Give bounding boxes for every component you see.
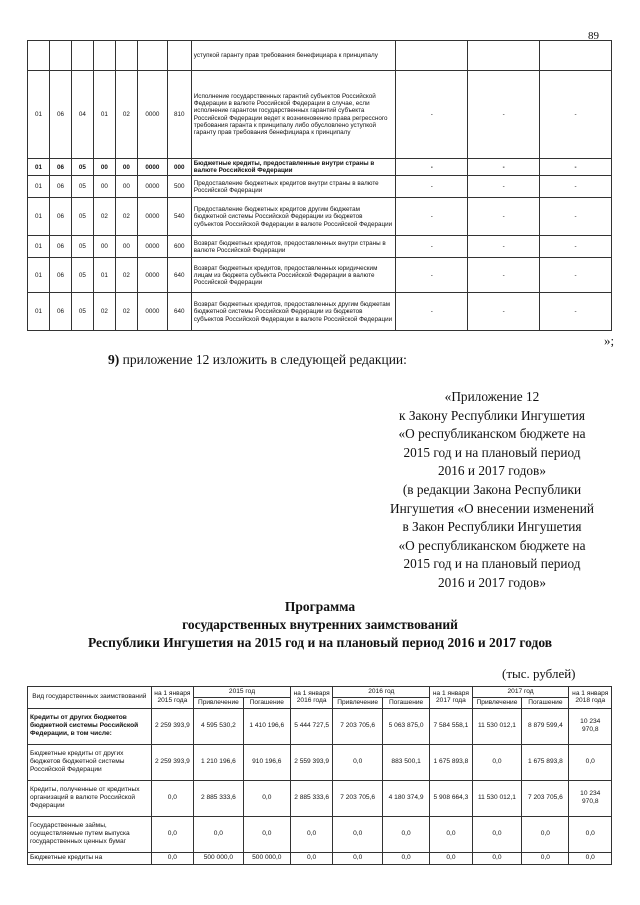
header-year2017: 2017 год: [472, 687, 569, 698]
header-attract: Привлечение: [472, 697, 522, 708]
annex-line: «О республиканском бюджете на: [398, 426, 586, 442]
title-line: Программа: [284, 599, 356, 614]
cell-c1: 01: [28, 159, 50, 176]
cell-value: 883 500,1: [382, 744, 429, 780]
program-title: [20, 598, 620, 652]
table-row: [28, 71, 612, 159]
annex-line: (в редакции Закона Республики: [402, 481, 582, 497]
table-row: [28, 293, 612, 331]
budget-codes-table: [27, 40, 612, 331]
cell-value: 5 444 727,5: [290, 708, 332, 744]
annex-line: в Закон Республики Ингушетия: [402, 519, 582, 535]
table-row: [28, 708, 612, 744]
item-text: приложение 12 изложить в следующей редакции:: [119, 352, 407, 367]
cell-value: 4 595 530,2: [194, 708, 244, 744]
cell-value: 11 530 012,1: [472, 780, 522, 816]
cell-value: 2 559 393,9: [290, 744, 332, 780]
cell-value: 500 000,0: [194, 852, 244, 864]
header-jan2017: на 1 января 2017 года: [430, 687, 472, 709]
cell-value: 0,0: [522, 816, 569, 852]
borrowing-program-table: [27, 686, 612, 865]
cell-value: 7 203 705,6: [333, 780, 383, 816]
cell-value: 910 196,6: [243, 744, 290, 780]
cell-value: 0,0: [290, 816, 332, 852]
cell-value: 0,0: [194, 816, 244, 852]
cell-value: 0,0: [151, 816, 193, 852]
cell-c2: 06: [49, 258, 71, 293]
cell-name: Исполнение государственных гарантий субъектов Российской Федерации в валюте Российской Федерации в случае, если исполнение гарантом государственных гарантий субъекта Российской Федерации ведет к возникновению права регрессного требования гаранта к принципалу либо обусловлено уступкой гаранту прав требования бенефициара к принципалу: [191, 71, 396, 159]
cell-value: 0,0: [430, 816, 472, 852]
cell-c2: 06: [49, 71, 71, 159]
cell-value: 0,0: [382, 816, 429, 852]
header-attract: Привлечение: [194, 697, 244, 708]
cell-c7: 600: [167, 236, 191, 258]
cell-c2: [49, 41, 71, 71]
header-attract: Привлечение: [333, 697, 383, 708]
cell-v1: -: [396, 236, 468, 258]
cell-v3: -: [540, 258, 612, 293]
cell-name: Предоставление бюджетных кредитов другим бюджетам бюджетной системы Российской Федерации из бюджетов субъектов Российской Федерации в валюте Российской Федерации: [191, 198, 396, 236]
cell-c7: 500: [167, 176, 191, 198]
cell-c6: 0000: [137, 71, 167, 159]
table-row: [28, 159, 612, 176]
cell-value: 7 584 558,1: [430, 708, 472, 744]
cell-c4: 00: [93, 236, 115, 258]
cell-c5: [115, 41, 137, 71]
cell-value: 2 885 333,6: [194, 780, 244, 816]
cell-c4: 00: [93, 176, 115, 198]
cell-c7: 810: [167, 71, 191, 159]
cell-c4: [93, 41, 115, 71]
cell-c5: 02: [115, 293, 137, 331]
cell-value: 0,0: [151, 780, 193, 816]
header-repay: Погашение: [382, 697, 429, 708]
cell-value: 0,0: [333, 744, 383, 780]
cell-v2: -: [468, 236, 540, 258]
cell-c6: 0000: [137, 159, 167, 176]
cell-v2: -: [468, 176, 540, 198]
header-repay: Погашение: [522, 697, 569, 708]
cell-c1: 01: [28, 176, 50, 198]
cell-v2: -: [468, 198, 540, 236]
table-row: [28, 816, 612, 852]
cell-v1: -: [396, 71, 468, 159]
cell-v3: -: [540, 198, 612, 236]
cell-value: 0,0: [151, 852, 193, 864]
cell-c3: 05: [71, 236, 93, 258]
cell-c5: 02: [115, 198, 137, 236]
cell-name: Кредиты от других бюджетов бюджетной системы Российской Федерации, в том числе:: [28, 708, 152, 744]
annex-line: 2015 год и на плановый период: [403, 556, 581, 572]
cell-name: Бюджетные кредиты, предоставленные внутри страны в валюте Российской Федерации: [191, 159, 396, 176]
cell-c1: 01: [28, 198, 50, 236]
cell-c3: 05: [71, 198, 93, 236]
header-jan2018: на 1 января 2018 года: [569, 687, 612, 709]
table-row: [28, 780, 612, 816]
cell-c3: 05: [71, 293, 93, 331]
cell-value: 0,0: [472, 852, 522, 864]
cell-c4: 00: [93, 159, 115, 176]
cell-c5: 00: [115, 236, 137, 258]
cell-c1: 01: [28, 71, 50, 159]
table-row: [28, 176, 612, 198]
annex-line: 2016 и 2017 годов»: [437, 574, 546, 590]
cell-value: 10 234 970,8: [569, 708, 612, 744]
cell-c2: 06: [49, 293, 71, 331]
cell-value: 0,0: [472, 744, 522, 780]
table-row: [28, 744, 612, 780]
cell-v3: -: [540, 71, 612, 159]
cell-name: Бюджетные кредиты на: [28, 852, 152, 864]
cell-v3: [540, 41, 612, 71]
cell-value: 1 675 893,8: [522, 744, 569, 780]
cell-v3: -: [540, 176, 612, 198]
cell-c5: 02: [115, 71, 137, 159]
table-row: [28, 852, 612, 864]
cell-c6: 0000: [137, 293, 167, 331]
cell-c5: 00: [115, 159, 137, 176]
table-row: [28, 41, 612, 71]
cell-value: 0,0: [472, 816, 522, 852]
cell-value: 0,0: [382, 852, 429, 864]
cell-value: 5 908 664,3: [430, 780, 472, 816]
closing-quote: »;: [604, 333, 615, 348]
cell-c7: 000: [167, 159, 191, 176]
header-jan2016: на 1 января 2016 года: [290, 687, 332, 709]
annex-line: 2016 и 2017 годов»: [437, 463, 546, 479]
cell-name: Предоставление бюджетных кредитов внутри страны в валюте Российской Федерации: [191, 176, 396, 198]
cell-value: 2 885 333,6: [290, 780, 332, 816]
annex-line: 2015 год и на плановый период: [403, 444, 581, 460]
cell-v3: -: [540, 236, 612, 258]
cell-c7: 540: [167, 198, 191, 236]
cell-value: 0,0: [243, 780, 290, 816]
title-line: государственных внутренних заимствований: [182, 617, 458, 632]
cell-name: Возврат бюджетных кредитов, предоставленных другим бюджетам бюджетной системы Российской Федерации из бюджетов субъектов Российской Федерации в валюте Российской Федерации: [191, 293, 396, 331]
annex-heading: [362, 388, 622, 593]
cell-v2: -: [468, 159, 540, 176]
cell-v1: -: [396, 198, 468, 236]
cell-c4: 02: [93, 198, 115, 236]
cell-c1: [28, 41, 50, 71]
cell-value: 0,0: [569, 852, 612, 864]
cell-value: 8 879 599,4: [522, 708, 569, 744]
cell-v3: -: [540, 293, 612, 331]
cell-value: 0,0: [430, 852, 472, 864]
cell-c6: [137, 41, 167, 71]
header-kind: Вид государственных заимствований: [28, 687, 152, 709]
page-number: 89: [588, 30, 599, 42]
cell-value: 1 210 196,6: [194, 744, 244, 780]
cell-c5: 02: [115, 258, 137, 293]
cell-c3: 05: [71, 176, 93, 198]
cell-name: Бюджетные кредиты от других бюджетов бюджетной системы Российской Федерации: [28, 744, 152, 780]
cell-value: 2 259 393,9: [151, 744, 193, 780]
cell-c3: 05: [71, 159, 93, 176]
cell-v1: -: [396, 293, 468, 331]
cell-value: 0,0: [333, 816, 383, 852]
cell-c4: 02: [93, 293, 115, 331]
cell-c4: 01: [93, 258, 115, 293]
table-row: [28, 236, 612, 258]
cell-name: Возврат бюджетных кредитов, предоставленных внутри страны в валюте Российской Федерации: [191, 236, 396, 258]
cell-value: 0,0: [333, 852, 383, 864]
cell-c7: 640: [167, 258, 191, 293]
cell-value: 11 530 012,1: [472, 708, 522, 744]
cell-v1: -: [396, 258, 468, 293]
item-number: 9): [108, 352, 120, 367]
cell-c3: 04: [71, 71, 93, 159]
table-row: [28, 198, 612, 236]
cell-value: 10 234 970,8: [569, 780, 612, 816]
cell-v1: [396, 41, 468, 71]
table-row: [28, 258, 612, 293]
cell-name: Государственные займы, осуществляемые путем выпуска государственных ценных бумаг: [28, 816, 152, 852]
title-line: Республики Ингушетия на 2015 год и на плановый период 2016 и 2017 годов: [87, 635, 553, 650]
cell-value: 0,0: [522, 852, 569, 864]
cell-value: 1 675 893,8: [430, 744, 472, 780]
annex-line: «О республиканском бюджете на: [398, 537, 586, 553]
cell-v2: -: [468, 293, 540, 331]
cell-c2: 06: [49, 159, 71, 176]
annex-line: к Закону Республики Ингушетия: [399, 407, 585, 423]
cell-v2: -: [468, 71, 540, 159]
cell-v3: -: [540, 159, 612, 176]
cell-c6: 0000: [137, 258, 167, 293]
cell-c7: 640: [167, 293, 191, 331]
cell-c6: 0000: [137, 236, 167, 258]
cell-value: 4 180 374,9: [382, 780, 429, 816]
cell-name: Возврат бюджетных кредитов, предоставленных юридическим лицам из бюджета субъекта Российской Федерации в валюте Российской Федерации: [191, 258, 396, 293]
cell-v2: [468, 41, 540, 71]
cell-c7: [167, 41, 191, 71]
cell-c1: 01: [28, 293, 50, 331]
cell-c1: 01: [28, 258, 50, 293]
amendment-item: [108, 352, 407, 368]
cell-value: 0,0: [569, 816, 612, 852]
header-repay: Погашение: [243, 697, 290, 708]
header-jan2015: на 1 января 2015 года: [151, 687, 193, 709]
header-year2015: 2015 год: [194, 687, 291, 698]
annex-line: «Приложение 12: [444, 389, 540, 404]
cell-name: уступкой гаранту прав требования бенефициара к принципалу: [191, 41, 396, 71]
cell-c6: 0000: [137, 176, 167, 198]
cell-c3: [71, 41, 93, 71]
cell-c6: 0000: [137, 198, 167, 236]
cell-value: 0,0: [569, 744, 612, 780]
cell-c2: 06: [49, 198, 71, 236]
cell-value: 0,0: [243, 816, 290, 852]
cell-name: Кредиты, полученные от кредитных организаций в валюте Российской Федерации: [28, 780, 152, 816]
header-year2016: 2016 год: [333, 687, 430, 698]
cell-v1: -: [396, 159, 468, 176]
cell-c2: 06: [49, 236, 71, 258]
cell-value: 1 410 196,6: [243, 708, 290, 744]
cell-value: 7 203 705,6: [522, 780, 569, 816]
cell-value: 7 203 705,6: [333, 708, 383, 744]
cell-value: 2 259 393,9: [151, 708, 193, 744]
cell-c4: 01: [93, 71, 115, 159]
annex-line: Ингушетия «О внесении изменений: [389, 500, 595, 516]
cell-value: 0,0: [290, 852, 332, 864]
cell-v1: -: [396, 176, 468, 198]
units-label: (тыс. рублей): [502, 666, 576, 681]
cell-c2: 06: [49, 176, 71, 198]
cell-v2: -: [468, 258, 540, 293]
cell-value: 500 000,0: [243, 852, 290, 864]
cell-c5: 00: [115, 176, 137, 198]
cell-c1: 01: [28, 236, 50, 258]
cell-value: 5 063 875,0: [382, 708, 429, 744]
cell-c3: 05: [71, 258, 93, 293]
